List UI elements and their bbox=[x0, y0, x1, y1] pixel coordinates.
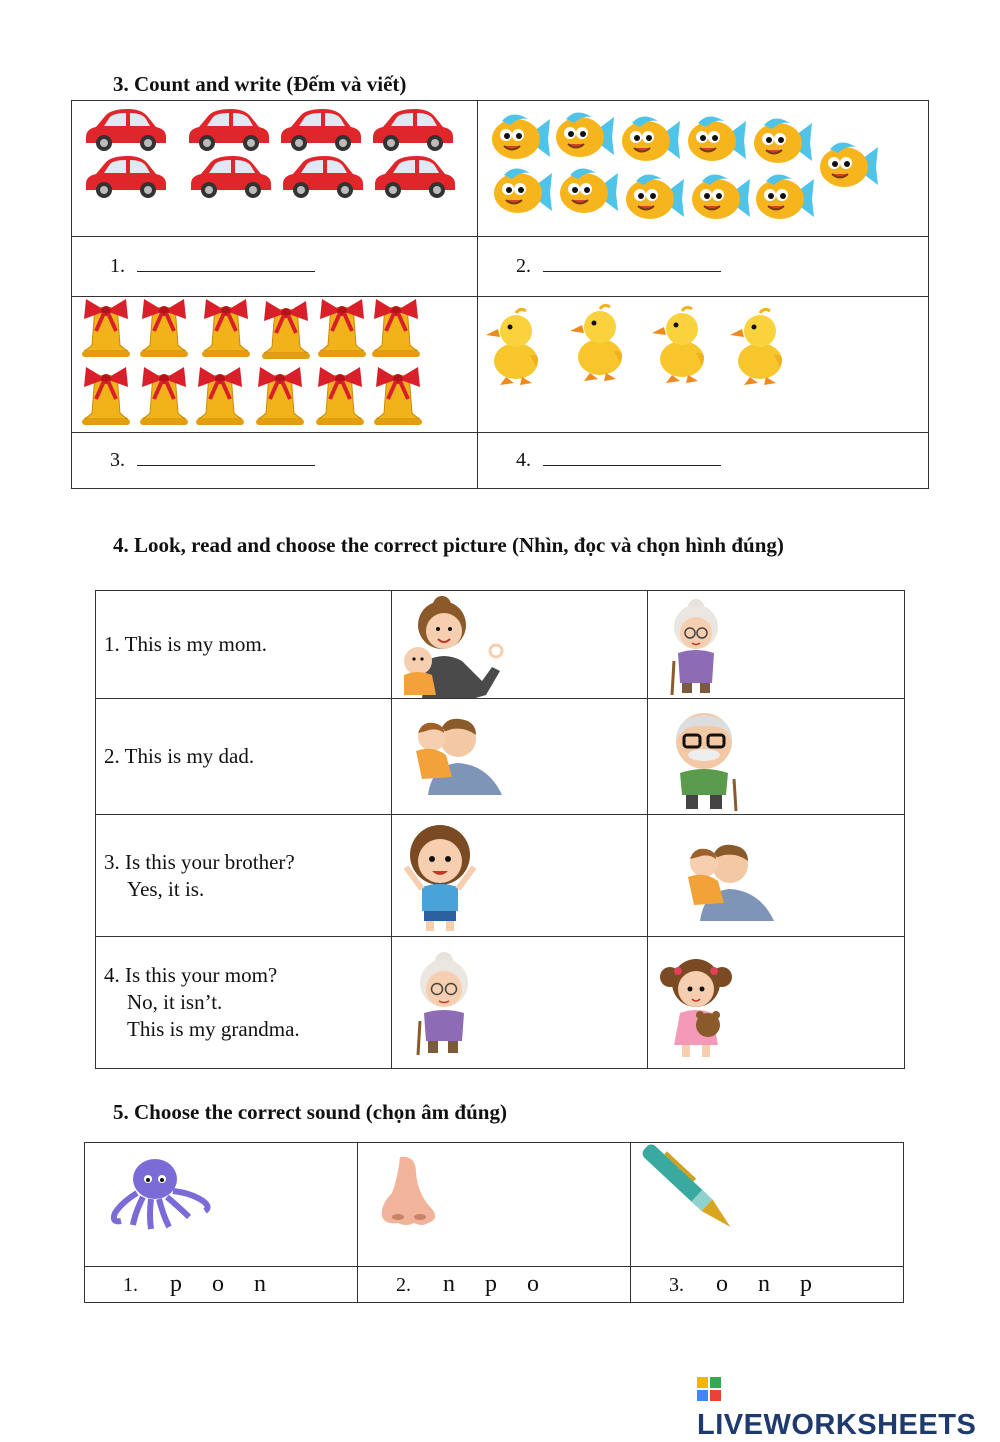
ducks-picture-cell bbox=[478, 297, 929, 433]
sentence-line: Yes, it is. bbox=[127, 876, 205, 901]
sound-option[interactable]: n bbox=[443, 1271, 455, 1297]
sentence-cell-3 bbox=[96, 815, 392, 937]
sound-option[interactable]: p bbox=[170, 1271, 182, 1297]
sentence-cell-4 bbox=[96, 937, 392, 1069]
octopus-picture bbox=[85, 1143, 357, 1267]
sound-option[interactable]: o bbox=[212, 1271, 224, 1297]
choice-dad-with-son[interactable] bbox=[392, 699, 648, 815]
choose-sound-table bbox=[84, 1142, 904, 1303]
cars-illustration bbox=[72, 101, 477, 237]
sound-number: 1. bbox=[123, 1274, 138, 1296]
choice-mom-with-baby[interactable] bbox=[392, 591, 648, 699]
brand-name: LIVEWORKSHEETS bbox=[697, 1408, 977, 1441]
bells-picture-cell bbox=[72, 297, 478, 433]
sentence-line: No, it isn’t. bbox=[127, 990, 223, 1014]
sentence-line: 4. Is this your mom? bbox=[104, 963, 278, 987]
choice-boy[interactable] bbox=[392, 815, 648, 937]
boy-picture bbox=[392, 815, 647, 937]
choice-dad-with-son[interactable] bbox=[648, 815, 905, 937]
section-3-heading: 3. Count and write (Đếm và viết) bbox=[113, 72, 407, 96]
sound-cell-1 bbox=[85, 1267, 358, 1303]
answer-cell-3 bbox=[72, 433, 478, 489]
pen-picture-cell bbox=[631, 1143, 904, 1267]
answer-number: 1. bbox=[110, 255, 125, 277]
sound-option[interactable]: n bbox=[254, 1271, 266, 1297]
grandma-picture bbox=[648, 591, 904, 699]
count-and-write-table bbox=[71, 100, 929, 489]
pen-picture bbox=[631, 1143, 904, 1267]
bells-illustration bbox=[72, 297, 477, 433]
fish-illustration bbox=[478, 101, 929, 237]
girl-with-teddy-picture bbox=[648, 937, 904, 1069]
sound-option[interactable]: o bbox=[527, 1271, 539, 1297]
sentence-cell-1 bbox=[96, 591, 392, 699]
answer-number: 4. bbox=[516, 449, 531, 471]
choice-grandma[interactable] bbox=[648, 591, 905, 699]
answer-blank[interactable] bbox=[137, 257, 315, 272]
sound-cell-3 bbox=[631, 1267, 904, 1303]
nose-picture bbox=[358, 1143, 630, 1267]
answer-blank[interactable] bbox=[137, 451, 315, 466]
sound-option[interactable]: n bbox=[758, 1271, 770, 1297]
sound-cell-2 bbox=[358, 1267, 631, 1303]
grandma-picture bbox=[392, 937, 647, 1069]
liveworksheets-brand bbox=[697, 1375, 1000, 1442]
sound-option[interactable]: p bbox=[800, 1271, 812, 1297]
answer-number: 3. bbox=[110, 449, 125, 471]
sentence-line: This is my grandma. bbox=[127, 1017, 300, 1041]
cars-picture-cell bbox=[72, 101, 478, 237]
answer-number: 2. bbox=[516, 255, 531, 277]
nose-picture-cell bbox=[358, 1143, 631, 1267]
sentence-line: 3. Is this your brother? bbox=[104, 849, 295, 874]
sentence-line: 2. This is my dad. bbox=[104, 744, 255, 768]
sound-option[interactable]: o bbox=[716, 1271, 728, 1297]
answer-cell-2 bbox=[478, 237, 929, 297]
section-4-heading: 4. Look, read and choose the correct picture (Nhìn, đọc và chọn hình đúng) bbox=[113, 533, 784, 557]
sound-number: 2. bbox=[396, 1274, 411, 1296]
sentence-line: 1. This is my mom. bbox=[104, 632, 267, 656]
choice-grandpa[interactable] bbox=[648, 699, 905, 815]
dad-with-son-picture bbox=[648, 815, 904, 937]
mom-with-baby-picture bbox=[392, 591, 647, 699]
answer-cell-1 bbox=[72, 237, 478, 297]
fish-picture-cell bbox=[478, 101, 929, 237]
choice-grandma[interactable] bbox=[392, 937, 648, 1069]
liveworksheets-logo-icon bbox=[697, 1376, 721, 1409]
sound-option[interactable]: p bbox=[485, 1271, 497, 1297]
dad-with-son-picture bbox=[392, 699, 647, 815]
ducks-illustration bbox=[478, 297, 929, 433]
section-5-heading: 5. Choose the correct sound (chọn âm đúng) bbox=[113, 1100, 507, 1124]
sentence-cell-2 bbox=[96, 699, 392, 815]
octopus-picture-cell bbox=[85, 1143, 358, 1267]
choice-girl-with-teddy[interactable] bbox=[648, 937, 905, 1069]
sound-number: 3. bbox=[669, 1274, 684, 1296]
look-read-choose-table bbox=[95, 590, 905, 1069]
grandpa-picture bbox=[648, 699, 904, 815]
answer-cell-4 bbox=[478, 433, 929, 489]
answer-blank[interactable] bbox=[543, 451, 721, 466]
answer-blank[interactable] bbox=[543, 257, 721, 272]
